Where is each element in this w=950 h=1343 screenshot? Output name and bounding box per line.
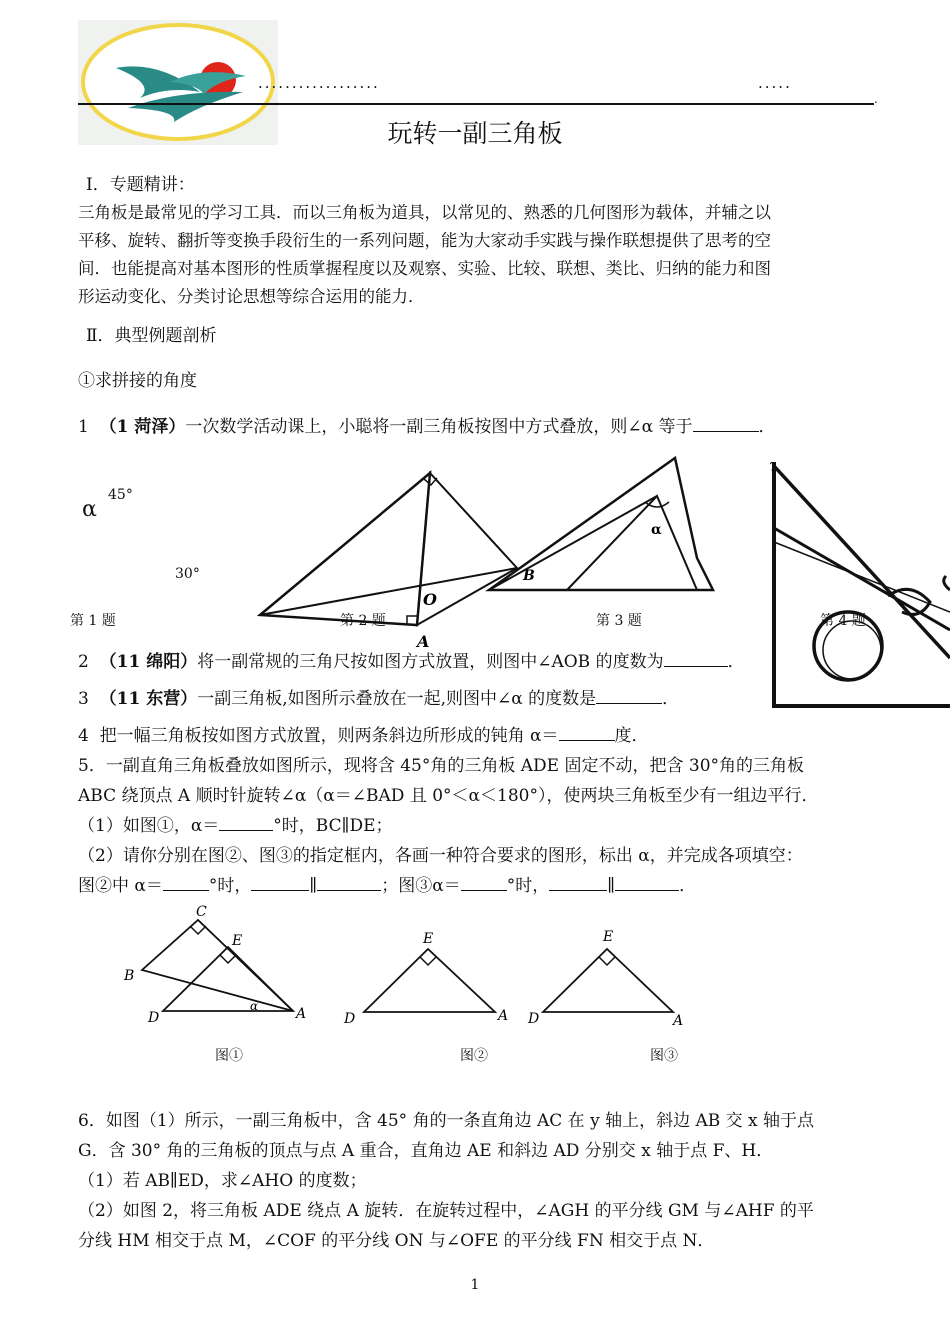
fig2-label-O: O: [423, 590, 437, 609]
fig5-2-D: D: [344, 1011, 356, 1027]
fig5-1-A: A: [296, 1006, 307, 1022]
answer-blank[interactable]: [251, 872, 309, 891]
fig5-3-A: A: [673, 1013, 684, 1029]
fig5-2-A: A: [498, 1008, 509, 1024]
page-title: 玩转一副三角板: [387, 119, 563, 148]
figure-5-1: [118, 900, 318, 1030]
answer-blank[interactable]: [461, 872, 507, 891]
question-5-fill: 图②中 α＝ °时， ∥ ；图③α＝ °时， ∥ ．: [78, 872, 696, 900]
fig5-1-C: C: [196, 904, 207, 920]
question-6-line2: G．含 30° 角的三角板的顶点与点 A 重合，直角边 AE 和斜边 AD 分别交 x 轴于点 F、H．: [78, 1141, 774, 1161]
body-line: 形运动变化、分类讨论思想等综合运用的能力．: [78, 287, 425, 306]
figure-4: [770, 462, 950, 710]
header-school-name: ··················: [258, 78, 380, 96]
header-right-text: ·····: [758, 78, 792, 96]
fig5-1-D: D: [148, 1010, 160, 1026]
question-5-line1: 5．一副直角三角板叠放如图所示，现将含 45°角的三角板 ADE 固定不动，把含 30°角的三角板: [78, 756, 805, 776]
question-6-line1: 6．如图（1）所示，一副三角板中，含 45° 角的一条直角边 AC 在 y 轴上，斜边 AB 交 x 轴于点: [78, 1111, 815, 1131]
question-6-line4: （2）如图 2，将三角板 ADE 绕点 A 旋转．在旋转过程中，∠AGH 的平分线 GM 与∠AHF 的平: [78, 1201, 814, 1221]
answer-blank[interactable]: [615, 872, 679, 891]
header-mark: .: [874, 92, 878, 106]
answer-blank[interactable]: [693, 413, 759, 432]
question-2: 2 （11 绵阳）将一副常规的三角尺按如图方式放置，则图中∠AOB 的度数为 ．: [78, 648, 745, 676]
section1-body: [78, 199, 878, 311]
fig5-1-alpha: α: [250, 999, 259, 1013]
question-4: 4 把一幅三角板按如图方式放置，则两条斜边所形成的钝角 α＝ 度．: [78, 722, 649, 750]
fig3-label-B: B: [523, 568, 535, 584]
question-5-sub1: （1）如图①，α＝ °时，BC∥DE；: [78, 812, 393, 840]
fig5-1-B: B: [124, 968, 135, 984]
question-5-sub2: （2）请你分别在图②、图③的指定框内，各画一种符合要求的图形，标出 α，并完成各项填空：: [78, 846, 803, 866]
fig1-alpha: α: [82, 497, 97, 522]
question-3: 3 （11 东营）一副三角板,如图所示叠放在一起,则图中∠α 的度数是 ．: [78, 685, 679, 713]
fig5-caption-3: 图③: [650, 1048, 678, 1064]
answer-blank[interactable]: [559, 722, 615, 741]
body-line: 间．也能提高对基本图形的性质掌握程度以及观察、实验、比较、联想、类比、归纳的能力和图: [78, 259, 771, 278]
body-line: 三角板是最常见的学习工具．而以三角板为道具，以常见的、熟悉的几何图形为载体，并辅之以: [78, 203, 771, 222]
figure-3: [485, 450, 720, 600]
page-number: 1: [470, 1277, 480, 1293]
answer-blank[interactable]: [317, 872, 381, 891]
section2-sub1: ①求拼接的角度: [78, 371, 197, 391]
answer-blank[interactable]: [549, 872, 607, 891]
fig2-label-A: A: [417, 632, 430, 650]
question-6-line3: （1）若 AB∥ED，求∠AHO 的度数；: [78, 1171, 367, 1191]
section2-heading: Ⅱ．典型例题剖析: [86, 326, 217, 346]
question-5-line2: ABC 绕顶点 A 顺时针旋转∠α（α＝∠BAD 且 0°＜α＜180°），使两块三角板至少有一组边平行．: [78, 786, 819, 806]
fig1-30: 30°: [175, 566, 200, 582]
header-rule: [78, 103, 874, 105]
fig5-3-D: D: [528, 1011, 540, 1027]
body-line: 平移、旋转、翻折等变换手段衍生的一系列问题，能为大家动手实践与操作联想提供了思考的空: [78, 231, 771, 250]
answer-blank[interactable]: [596, 685, 662, 704]
fig5-caption-2: 图②: [460, 1048, 488, 1064]
answer-blank[interactable]: [219, 812, 273, 831]
fig1-caption: 第 1 题: [70, 613, 116, 629]
question-6-line5: 分线 HM 相交于点 M，∠COF 的平分线 ON 与∠OFE 的平分线 FN 相交于点 N．: [78, 1231, 715, 1251]
figure-5-3: [525, 925, 705, 1030]
answer-blank[interactable]: [163, 872, 209, 891]
question-1: 1 （1 菏泽）一次数学活动课上，小聪将一副三角板按图中方式叠放，则∠α 等于 ．: [78, 413, 776, 441]
figure-5-2: [340, 925, 520, 1030]
fig3-caption: 第 3 题: [596, 613, 642, 629]
fig2-caption: 第 2 题: [340, 613, 386, 629]
section1-heading: Ⅰ．专题精讲：: [86, 175, 195, 195]
fig5-3-E: E: [603, 929, 614, 945]
fig5-1-E: E: [232, 933, 243, 949]
fig3-label-alpha: α: [651, 522, 662, 538]
fig1-45: 45°: [108, 487, 133, 503]
fig5-2-E: E: [423, 931, 434, 947]
answer-blank[interactable]: [664, 648, 728, 667]
fig4-caption: 第 4 题: [820, 613, 866, 629]
fig5-caption-1: 图①: [215, 1048, 243, 1064]
